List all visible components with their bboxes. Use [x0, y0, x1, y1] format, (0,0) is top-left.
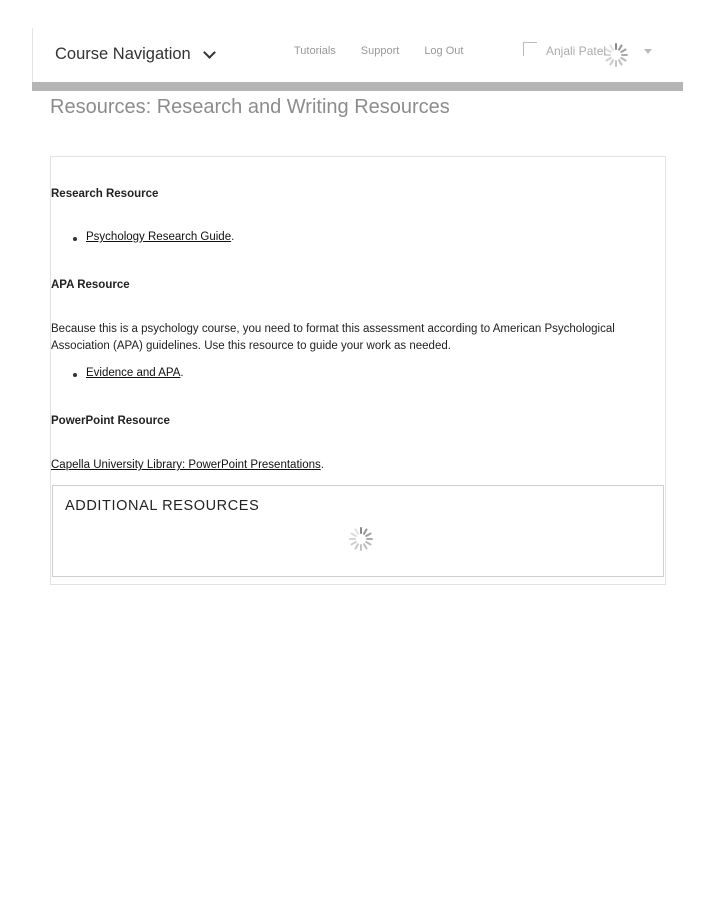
additional-resources-box: [52, 485, 664, 577]
list-item: Psychology Research Guide.: [73, 231, 234, 243]
apa-resource-text: Because this is a psychology course, you need to format this assessment according to American Psychological Association (APA) guidelines. Use this resource to guide your work as needed.: [51, 323, 615, 352]
resource-content-panel: [50, 156, 666, 585]
course-navigation-label: Course Navigation: [55, 45, 191, 63]
course-navigation-toggle[interactable]: [55, 45, 214, 64]
spinner-icon: [603, 42, 629, 68]
additional-resources-heading: ADDITIONAL RESOURCES: [65, 498, 260, 514]
chevron-down-icon: [203, 46, 216, 59]
user-avatar-placeholder[interactable]: [523, 42, 537, 56]
research-resource-list: [73, 231, 234, 243]
psychology-research-guide-link[interactable]: Psychology Research Guide: [86, 231, 232, 243]
user-name[interactable]: Anjali Patel: [546, 44, 607, 58]
page-title: Resources: Research and Writing Resources: [50, 96, 450, 118]
capella-powerpoint-link[interactable]: Capella University Library: PowerPoint Presentations: [51, 459, 321, 471]
top-header: [32, 28, 683, 82]
apa-resource-list: [73, 367, 184, 379]
support-link[interactable]: Support: [360, 45, 400, 57]
list-item: Evidence and APA.: [73, 367, 184, 379]
apa-resource-heading: APA Resource: [51, 279, 130, 291]
powerpoint-resource-text: Capella University Library: PowerPoint Presentations.: [51, 459, 324, 471]
evidence-and-apa-link[interactable]: Evidence and APA: [86, 367, 181, 379]
header-divider-bar: [32, 82, 683, 91]
log-out-link[interactable]: Log Out: [424, 45, 464, 57]
tutorials-link[interactable]: Tutorials: [294, 45, 336, 57]
powerpoint-resource-heading: PowerPoint Resource: [51, 415, 170, 427]
caret-down-icon[interactable]: [644, 49, 652, 54]
top-links: [294, 45, 488, 57]
research-resource-heading: Research Resource: [51, 188, 159, 200]
spinner-icon: [348, 526, 374, 552]
